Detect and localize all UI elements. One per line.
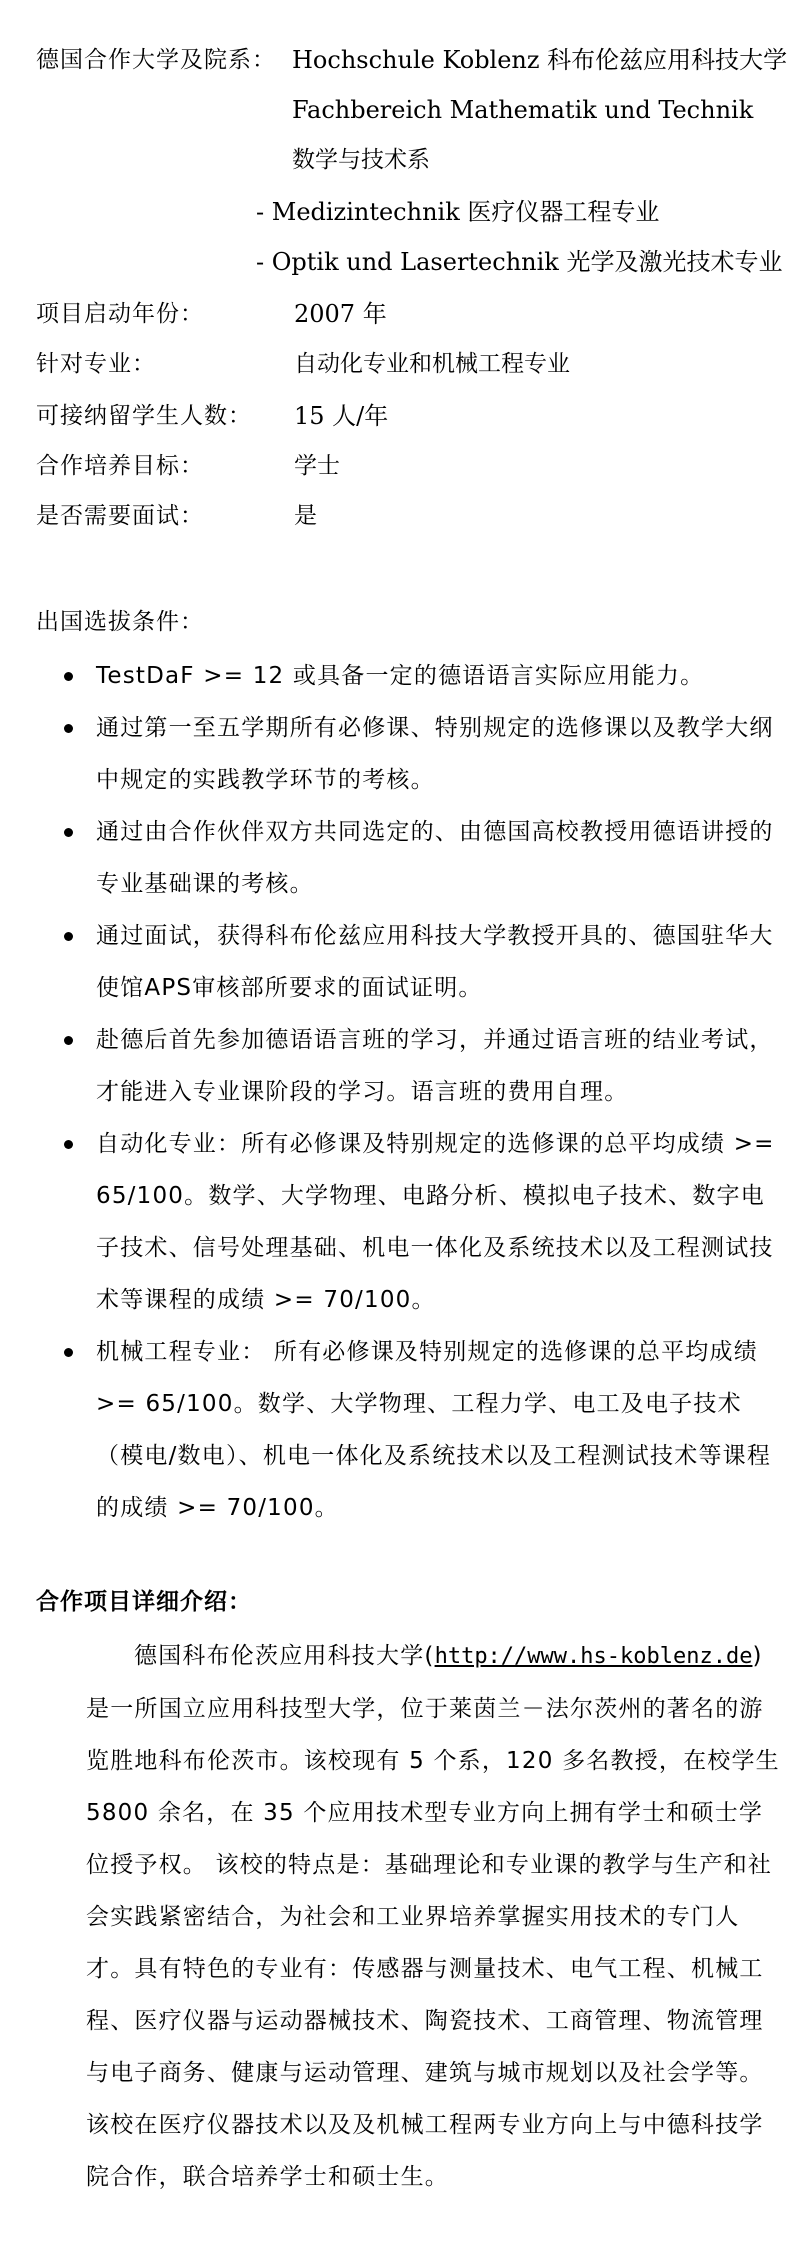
- partner-department-row: [36, 84, 772, 136]
- partner-label: 德国合作大学及院系：: [36, 47, 276, 73]
- info-value: 15 人/年: [294, 402, 389, 430]
- list-item-text: 通过由合作伙伴双方共同选定的、由德国高校教授用德语讲授的专业基础课的考核。: [96, 819, 774, 897]
- info-value: 2007 年: [294, 300, 387, 328]
- list-item-text: 通过第一至五学期所有必修课、特别规定的选修课以及教学大纲中规定的实践教学环节的考核。: [96, 715, 774, 793]
- bullet-icon: [64, 724, 73, 733]
- info-row-start-year: [36, 288, 772, 340]
- info-label: 项目启动年份：: [36, 301, 204, 327]
- info-row-capacity: [36, 390, 772, 442]
- info-label: 可接纳留学生人数：: [36, 403, 252, 429]
- detail-intro: [86, 1630, 782, 2203]
- partner-name: Hochschule Koblenz 科布伦兹应用科技大学: [292, 46, 788, 74]
- info-value: 自动化专业和机械工程专业: [294, 351, 570, 377]
- info-label: 是否需要面试：: [36, 503, 204, 529]
- bullet-icon: [64, 828, 73, 837]
- list-item-text: 赴德后首先参加德语语言班的学习，并通过语言班的结业考试，才能进入专业课阶段的学习。语言班的费用自理。: [96, 1027, 774, 1105]
- partner-department: Fachbereich Mathematik und Technik: [292, 96, 754, 124]
- intro-text-after-link: )是一所国立应用科技型大学，位于莱茵兰－法尔茨州的著名的游览胜地科布伦茨市。该校现有 5 个系，120 多名教授，在校学生 5800 余名，在 35 个应用技术型专业方向上拥有学士和硕士学位授予权。 该校的特点是：基础理论和专业课的教学与生产和社会实践紧密结合，为社会和工业界培养掌握实用技术的专门人才。具有特色的专业有：传感器与测量技术、电气工程、机械工程、医疗仪器与运动器械技术、陶瓷技术、工商管理、物流管理与电子商务、健康与运动管理、建筑与城市规划以及社会学等。该校在医疗仪器技术以及及机械工程两专业方向上与中德科技学院合作，联合培养学士和硕士生。: [86, 1643, 780, 2190]
- intro-text-before-link: 德国科布伦茨应用科技大学(: [134, 1643, 435, 1669]
- partner-major-medizintechnik: - Medizintechnik 医疗仪器工程专业: [256, 198, 660, 226]
- university-link[interactable]: http://www.hs-koblenz.de: [434, 1644, 753, 1669]
- list-item-text: 通过面试，获得科布伦兹应用科技大学教授开具的、德国驻华大使馆APS审核部所要求的面试证明。: [96, 923, 774, 1001]
- info-label: 合作培养目标：: [36, 453, 204, 479]
- partner-department-cn: 数学与技术系: [292, 147, 430, 173]
- partner-row: [36, 34, 788, 86]
- bullet-icon: [64, 1348, 73, 1357]
- info-row-interview: [36, 490, 772, 542]
- info-row-major: [36, 338, 772, 390]
- list-item: [36, 806, 782, 910]
- list-item: [36, 650, 782, 702]
- bullet-icon: [64, 1036, 73, 1045]
- info-row-degree: [36, 440, 772, 492]
- partner-major-2-row: [36, 236, 783, 288]
- partner-department-cn-row: [36, 134, 772, 186]
- selection-list: [36, 650, 782, 1534]
- bullet-icon: [64, 672, 73, 681]
- info-value: 是: [294, 503, 317, 529]
- bullet-icon: [64, 1140, 73, 1149]
- info-label: 针对专业：: [36, 351, 156, 377]
- detail-title: 合作项目详细介绍：: [36, 1589, 252, 1615]
- list-item: [36, 910, 782, 1014]
- partner-major-optik: - Optik und Lasertechnik 光学及激光技术专业: [256, 248, 783, 276]
- selection-title: 出国选拔条件：: [36, 609, 204, 635]
- list-item-text: 自动化专业：所有必修课及特别规定的选修课的总平均成绩 >= 65/100。数学、大学物理、电路分析、模拟电子技术、数字电子技术、信号处理基础、机电一体化及系统技术以及工程测试技术等课程的成绩 >= 70/100。: [96, 1131, 775, 1313]
- partner-major-1-row: [36, 186, 772, 238]
- list-item: [36, 1326, 782, 1534]
- list-item: [36, 1118, 782, 1326]
- list-item-text: 机械工程专业： 所有必修课及特别规定的选修课的总平均成绩 >= 65/100。数学、大学物理、工程力学、电工及电子技术（模电/数电）、机电一体化及系统技术以及工程测试技术等课程的成绩 >= 70/100。: [96, 1339, 772, 1521]
- bullet-icon: [64, 932, 73, 941]
- list-item: [36, 1014, 782, 1118]
- list-item: [36, 702, 782, 806]
- list-item-text: TestDaF >= 12 或具备一定的德语语言实际应用能力。: [96, 663, 705, 689]
- info-value: 学士: [294, 453, 340, 479]
